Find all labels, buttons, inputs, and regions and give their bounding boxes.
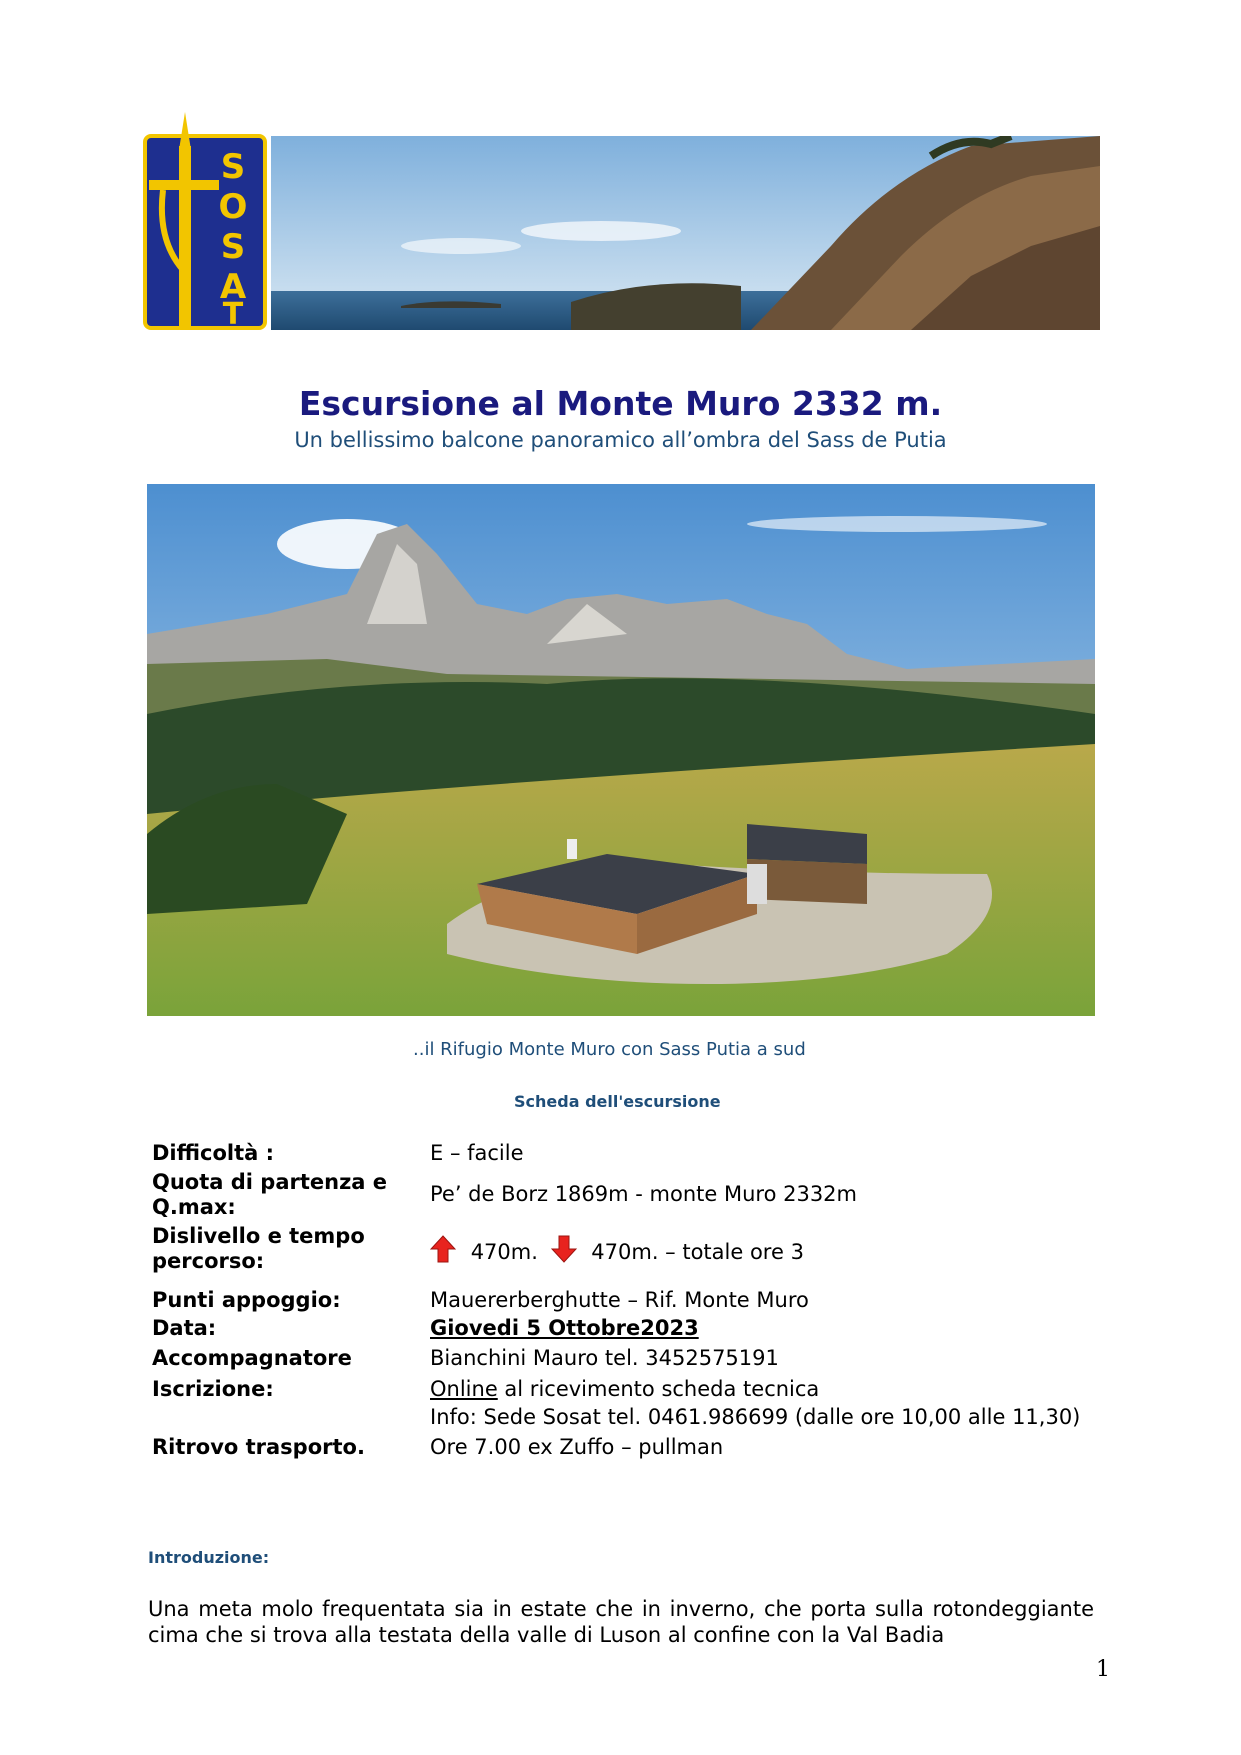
- scheda-heading: Scheda dell'escursione: [514, 1092, 721, 1111]
- value-ritrovo: Ore 7.00 ex Zuffo – pullman: [430, 1435, 724, 1459]
- header-banner-image: [271, 136, 1100, 330]
- sosat-logo: [143, 110, 267, 330]
- label-accompagnatore: Accompagnatore: [152, 1346, 352, 1370]
- page-subtitle: Un bellissimo balcone panoramico all’ombra del Sass de Putia: [294, 428, 947, 452]
- page-number: 1: [1096, 1657, 1110, 1682]
- label-dislivello-1: Dislivello e tempo: [152, 1224, 365, 1248]
- value-punti-appoggio: Mauererberghutte – Rif. Monte Muro: [430, 1288, 809, 1312]
- value-dislivello: [430, 1235, 804, 1265]
- dislivello-down: 470m. – totale ore 3: [591, 1240, 804, 1264]
- value-accompagnatore: Bianchini Mauro tel. 3452575191: [430, 1346, 779, 1370]
- label-quota-2: Q.max:: [152, 1195, 236, 1219]
- dislivello-up: 470m.: [470, 1240, 538, 1264]
- value-iscrizione: [430, 1377, 819, 1402]
- label-data: Data:: [152, 1316, 217, 1340]
- online-link[interactable]: Online: [430, 1377, 498, 1401]
- label-quota-1: Quota di partenza e: [152, 1170, 388, 1194]
- logo-letter: T: [222, 297, 244, 330]
- iscrizione-rest: al ricevimento scheda tecnica: [497, 1377, 820, 1401]
- value-quota: Pe’ de Borz 1869m - monte Muro 2332m: [430, 1182, 857, 1206]
- page-title: Escursione al Monte Muro 2332 m.: [298, 384, 943, 423]
- rifugio-photo: [147, 484, 1095, 1016]
- value-info-sede: Info: Sede Sosat tel. 0461.986699 (dalle ore 10,00 alle 11,30): [430, 1405, 1081, 1429]
- arrow-down-icon: [551, 1235, 577, 1263]
- logo-letter: A: [219, 267, 247, 307]
- label-punti-appoggio: Punti appoggio:: [152, 1288, 341, 1312]
- value-difficolta: E – facile: [430, 1141, 524, 1165]
- logo-letter: O: [218, 187, 248, 227]
- arrow-up-icon: [430, 1235, 456, 1263]
- logo-letter: S: [220, 147, 246, 187]
- label-iscrizione: Iscrizione:: [152, 1377, 274, 1401]
- label-difficolta: Difficoltà :: [152, 1141, 275, 1165]
- intro-heading: Introduzione:: [148, 1548, 270, 1567]
- photo-caption: ..il Rifugio Monte Muro con Sass Putia a sud: [413, 1039, 806, 1060]
- intro-text: Una meta molo frequentata sia in estate che in inverno, che porta sulla rotondeggiante cima che si trova alla testata della valle di Luson al confine con la Val Badia: [148, 1597, 1094, 1647]
- logo-letter: S: [220, 227, 246, 267]
- label-dislivello-2: percorso:: [152, 1249, 265, 1273]
- value-data: Giovedi 5 Ottobre2023: [430, 1316, 699, 1340]
- label-ritrovo: Ritrovo trasporto.: [152, 1435, 365, 1459]
